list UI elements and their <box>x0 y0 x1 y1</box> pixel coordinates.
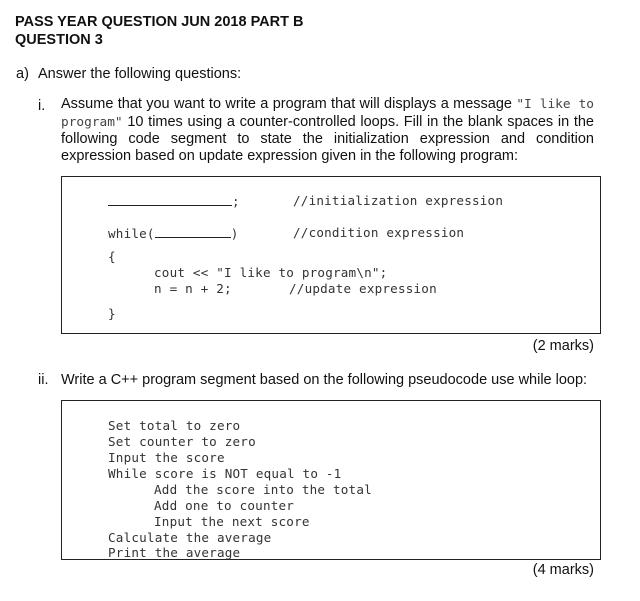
pseudocode-line: While score is NOT equal to -1 <box>108 466 342 481</box>
item-ii-text: Write a C++ program segment based on the following pseudocode use while loop: <box>61 372 588 388</box>
part-label: a) <box>16 66 29 82</box>
item-ii-marks: (4 marks) <box>532 562 594 578</box>
item-i-text-after: 10 times using a counter-controlled loops. Fill in the blank spaces in the following code segment to state the initialization expression and condition expression based on update expression given in the following program: <box>61 113 594 164</box>
condition-comment: //condition expression <box>293 225 465 240</box>
pseudocode-line: Input the next score <box>154 514 310 529</box>
item-i-text-before: Assume that you want to write a program that will displays a message <box>61 96 517 112</box>
pseudocode-line: Print the average <box>108 545 241 560</box>
item-i-paragraph <box>61 96 594 164</box>
pseudocode-line: Add the score into the total <box>154 482 372 497</box>
while-close-paren: ) <box>230 226 239 241</box>
pseudocode-line: Calculate the average <box>108 530 272 545</box>
part-intro: Answer the following questions: <box>38 66 242 82</box>
pseudocode-line: Add one to counter <box>154 498 295 513</box>
pseudocode-line: Set total to zero <box>108 418 241 433</box>
item-i-marks: (2 marks) <box>532 338 594 354</box>
init-blank[interactable] <box>108 193 232 206</box>
while-keyword: while( <box>108 226 155 241</box>
code-box-i <box>61 176 601 334</box>
update-comment: //update expression <box>289 281 437 296</box>
close-brace: } <box>108 306 116 321</box>
pseudocode-line: Input the score <box>108 450 225 465</box>
item-i-code-message: "I like to program" <box>61 97 595 130</box>
open-brace: { <box>108 249 116 264</box>
condition-blank[interactable] <box>155 225 231 238</box>
pseudocode-line: Set counter to zero <box>108 434 256 449</box>
cout-line: cout << "I like to program\n"; <box>154 265 388 280</box>
init-semicolon: ; <box>232 194 240 209</box>
pseudocode-box <box>61 400 601 560</box>
document-title: PASS YEAR QUESTION JUN 2018 PART B <box>15 14 304 30</box>
init-line <box>108 193 240 209</box>
question-number: QUESTION 3 <box>15 32 103 48</box>
init-comment: //initialization expression <box>293 193 504 208</box>
update-line: n = n + 2; <box>154 281 232 296</box>
item-i-numeral: i. <box>38 98 46 114</box>
item-ii-numeral: ii. <box>38 372 49 388</box>
while-line <box>108 225 239 241</box>
